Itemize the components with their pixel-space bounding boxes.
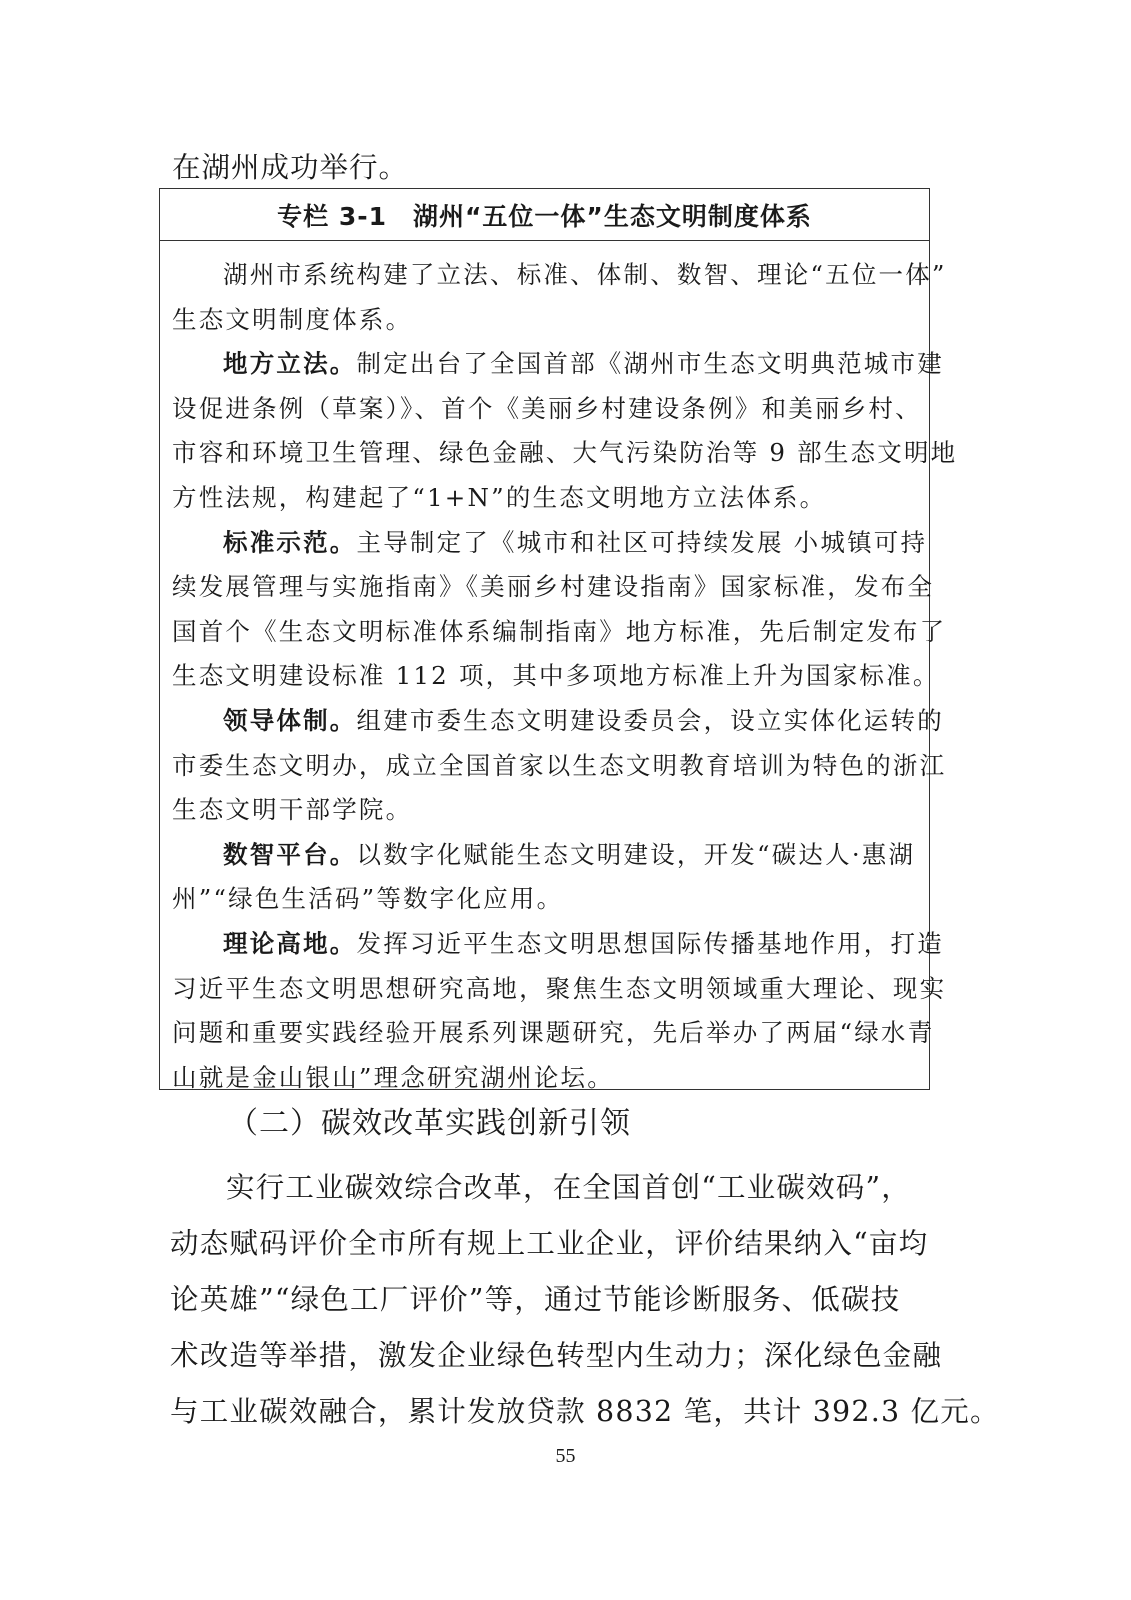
column-line (172, 744, 947, 789)
column-line-text: 生态文明干部学院。 (172, 795, 413, 825)
body-line: 动态赋码评价全市所有规上工业企业，评价结果纳入“亩均 (170, 1227, 929, 1260)
column-line-text: 以数字化赋能生态文明建设，开发“碳达人·惠湖 (356, 839, 916, 869)
column-line (172, 922, 944, 967)
column-line-text: 生态文明制度体系。 (172, 304, 413, 334)
column-line (172, 521, 928, 566)
column-title-row (160, 189, 929, 241)
column-line-text: 州”“绿色生活码”等数字化应用。 (172, 884, 564, 914)
column-line (172, 833, 919, 878)
lead-line: 在湖州成功举行。 (172, 151, 409, 184)
column-line (172, 877, 919, 922)
column-line-text: 制定出台了全国首部《湖州市生态文明典范城市建 (356, 349, 944, 379)
column-line-text: 国首个《生态文明标准体系编制指南》地方标准，先后制定发布了 (172, 616, 947, 646)
column-line-text: 湖州市系统构建了立法、标准、体制、数智、理论“五位一体” (223, 260, 947, 289)
column-line (172, 1056, 919, 1101)
body-line: 论英雄”“绿色工厂评价”等，通过节能诊断服务、低碳技 (170, 1283, 901, 1316)
column-line-text: 组建市委生态文明建设委员会，设立实体化运转的 (356, 705, 944, 735)
body-line: 实行工业碳效综合改革，在全国首创“工业碳效码”， (226, 1171, 911, 1204)
column-line-text: 方性法规，构建起了“1+N”的生态文明地方立法体系。 (172, 482, 827, 512)
page-number: 55 (555, 1445, 576, 1467)
column-line-text: 市容和环境卫生管理、绿色金融、大气污染防治等 9 部生态文明地 (172, 438, 958, 468)
column-line-text: 生态文明建设标准 112 项，其中多项地方标准上升为国家标准。 (172, 661, 940, 691)
column-line (172, 788, 919, 833)
column-line-lead: 领导体制。 (223, 705, 357, 735)
column-body (172, 253, 958, 1100)
column-line-lead: 地方立法。 (223, 349, 357, 379)
column-line-lead: 数智平台。 (223, 839, 357, 869)
column-line-text: 发挥习近平生态文明思想国际传播基地作用，打造 (356, 928, 944, 958)
column-line (172, 1011, 935, 1056)
column-line (172, 699, 944, 744)
column-line-text: 市委生态文明办，成立全国首家以生态文明教育培训为特色的浙江 (172, 750, 947, 780)
column-line-lead: 标准示范。 (223, 527, 357, 557)
column-line-text: 主导制定了《城市和社区可持续发展 小城镇可持 (356, 527, 928, 557)
body-line: 与工业碳效融合，累计发放贷款 8832 笔，共计 392.3 亿元。 (170, 1395, 1000, 1428)
column-line-lead: 理论高地。 (223, 928, 357, 958)
column-line-text: 设促进条例（草案）》、首个《美丽乡村建设条例》和美丽乡村、 (172, 393, 922, 423)
column-line-text: 山就是金山银山”理念研究湖州论坛。 (172, 1062, 614, 1092)
body-line: 术改造等举措，激发企业绿色转型内生动力；深化绿色金融 (170, 1339, 943, 1372)
column-line (172, 654, 940, 699)
column-line (172, 610, 947, 655)
column-line (172, 253, 947, 298)
column-line (172, 342, 944, 387)
section-heading: （二）碳效改革实践创新引领 (228, 1106, 631, 1141)
column-line-text: 习近平生态文明思想研究高地，聚焦生态文明领域重大理论、现实 (172, 973, 947, 1003)
column-line (172, 431, 958, 476)
column-title: 专栏 3-1 湖州“五位一体”生态文明制度体系 (277, 201, 812, 231)
column-line (172, 967, 947, 1012)
column-line-text: 问题和重要实践经验开展系列课题研究，先后举办了两届“绿水青 (172, 1018, 935, 1048)
column-box (159, 188, 958, 1092)
column-line-text: 续发展管理与实施指南》《美丽乡村建设指南》国家标准，发布全 (172, 572, 935, 602)
column-line (172, 298, 919, 343)
column-line (172, 476, 919, 521)
main-body (170, 1160, 1000, 1440)
column-line (172, 387, 922, 432)
column-line (172, 565, 935, 610)
